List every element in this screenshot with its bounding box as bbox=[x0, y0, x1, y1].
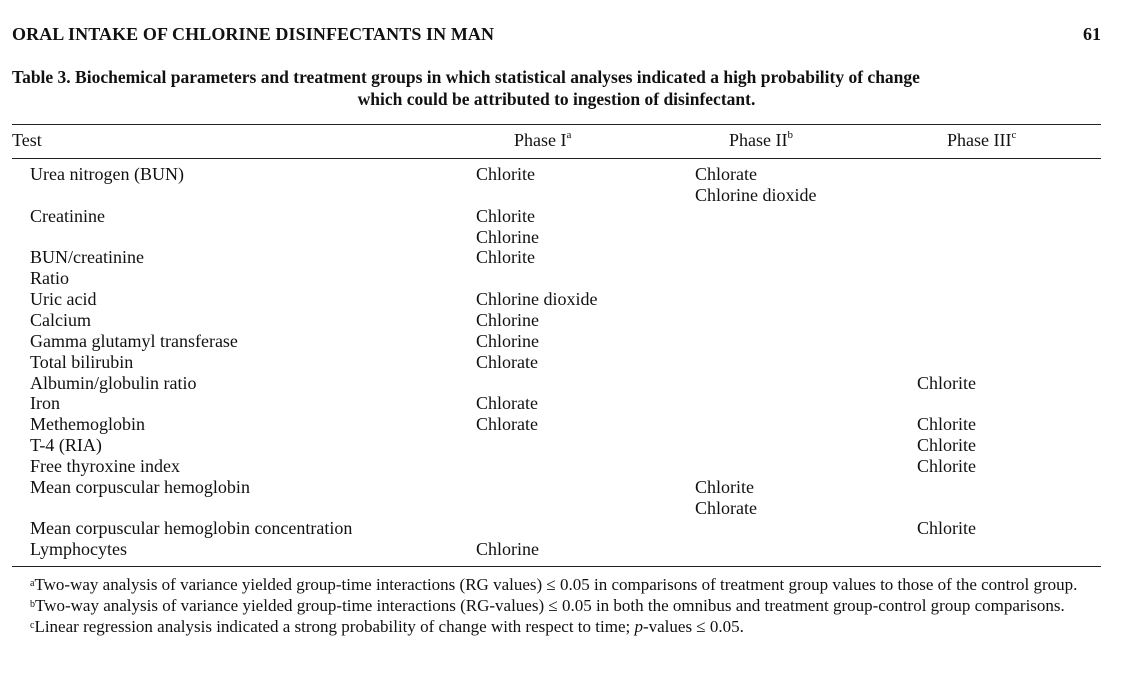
row-phase-cell: Chlorite bbox=[476, 247, 535, 268]
row-test-name: Lymphocytes bbox=[30, 539, 127, 560]
footnote-a: $^a$Two-way analysis of variance yielded group-time interactions (RG values) ≤ 0.05 in comparisons of treatment group values to those of the control group. bbox=[30, 575, 1078, 594]
row-test-name: Urea nitrogen (BUN) bbox=[30, 164, 184, 184]
table-caption bbox=[12, 66, 1101, 110]
row-phase-cell: Chlorate bbox=[476, 351, 538, 372]
row-test-name: Gamma glutamyl transferase bbox=[30, 330, 238, 351]
column-header-phase-3: Phase III$^c$ bbox=[947, 129, 1017, 150]
row-phase-cell: Chlorite bbox=[476, 205, 535, 226]
row-phase-cell: Chlorite bbox=[917, 455, 976, 476]
row-test-name: Creatinine bbox=[30, 205, 105, 226]
row-test-name: Ratio bbox=[30, 268, 69, 289]
row-phase-cell: Chlorate bbox=[476, 414, 538, 435]
row-test-name: Albumin/globulin ratio bbox=[30, 372, 197, 393]
row-test-name: Mean corpuscular hemoglobin bbox=[30, 476, 250, 497]
row-test-name: Total bilirubin bbox=[30, 351, 134, 372]
caption-line-1: Table 3. Biochemical parameters and treatment groups in which statistical analyses indicated a high probability of change bbox=[12, 67, 920, 87]
column-header-phase-1: Phase $I^a$ bbox=[514, 129, 572, 150]
row-phase-cell: Chlorite bbox=[917, 435, 976, 456]
table-header-rule bbox=[12, 158, 1101, 159]
row-phase-cell: Chlorite bbox=[917, 414, 976, 435]
row-phase-cell: Chlorine bbox=[476, 309, 539, 330]
page-header bbox=[12, 24, 1101, 46]
caption-line-2: which could be attributed to ingestion of disinfectant. bbox=[357, 89, 756, 109]
column-header-phase-2: Phase $II^b$ bbox=[729, 129, 793, 150]
page-number: 61 bbox=[1083, 24, 1101, 44]
table-bottom-rule bbox=[12, 566, 1101, 567]
row-phase-cell: Chlorine dioxide bbox=[476, 289, 598, 310]
row-phase-cell: Chlorine bbox=[476, 330, 539, 351]
footnote-mark-c: c bbox=[1011, 129, 1017, 141]
row-phase-cell: Chlorate bbox=[476, 393, 538, 414]
row-test-name: Calcium bbox=[30, 309, 91, 330]
row-phase-cell: Chlorite bbox=[476, 164, 535, 184]
footnote-mark-a: a bbox=[566, 129, 572, 141]
row-test-name: Mean corpuscular hemoglobin concentration bbox=[30, 518, 353, 539]
running-title: ORAL INTAKE OF CHLORINE DISINFECTANTS IN MAN bbox=[12, 24, 495, 44]
row-phase-cell: Chlorate bbox=[695, 497, 757, 518]
row-phase-cell: Chlorine bbox=[476, 539, 539, 560]
row-phase-cell: Chlorite bbox=[917, 518, 976, 539]
row-phase-cell: Chlorate bbox=[695, 164, 757, 184]
row-test-name: Methemoglobin bbox=[30, 414, 145, 435]
row-test-name: Iron bbox=[30, 393, 60, 414]
footnote-mark-b: b bbox=[787, 129, 793, 141]
footnote-b: $^b$Two-way analysis of variance yielded group-time interactions (RG-values) ≤ 0.05 in both the omnibus and treatment group-control group comparisons. bbox=[30, 596, 1065, 615]
row-test-name: T-4 (RIA) bbox=[30, 435, 102, 456]
table-top-rule bbox=[12, 124, 1101, 125]
row-test-name: BUN/creatinine bbox=[30, 247, 144, 268]
row-test-name: Uric acid bbox=[30, 289, 97, 310]
row-phase-cell: Chlorine bbox=[476, 226, 539, 247]
footnotes bbox=[12, 574, 1101, 637]
row-test-name: Free thyroxine index bbox=[30, 455, 180, 476]
column-header-test: Test bbox=[12, 130, 42, 150]
row-phase-cell: Chlorine dioxide bbox=[695, 184, 817, 205]
footnote-c: $^c$Linear regression analysis indicated a strong probability of change with respect to time; p-values ≤ 0.05. bbox=[30, 617, 744, 636]
row-phase-cell: Chlorite bbox=[695, 476, 754, 497]
row-phase-cell: Chlorite bbox=[917, 372, 976, 393]
